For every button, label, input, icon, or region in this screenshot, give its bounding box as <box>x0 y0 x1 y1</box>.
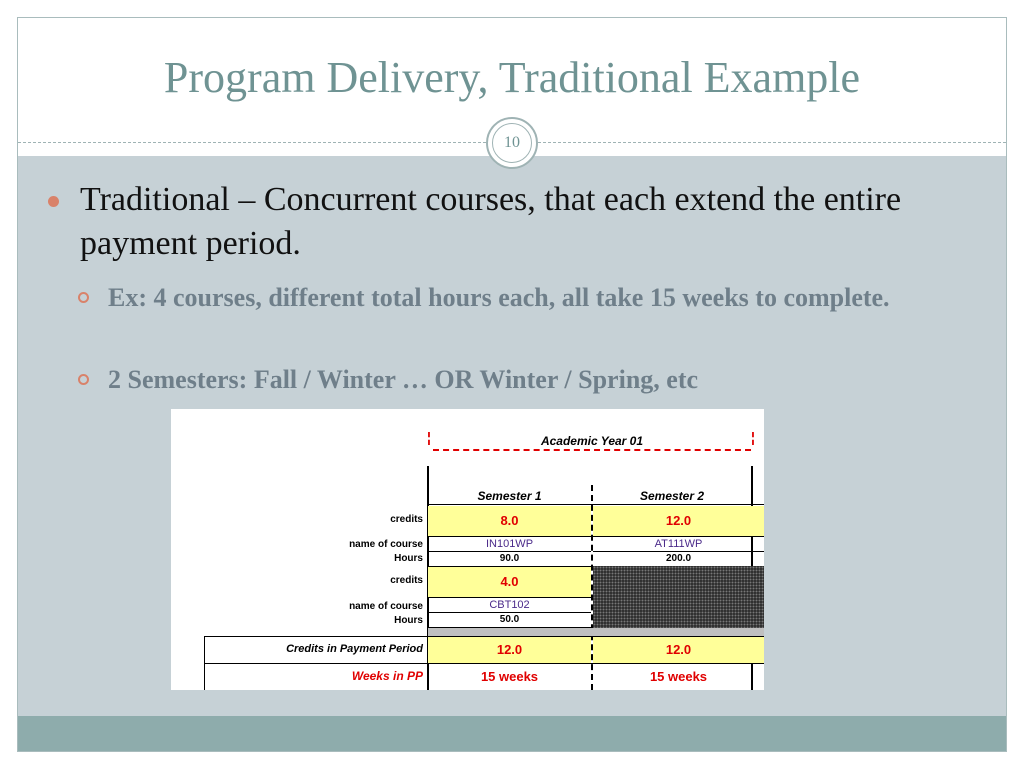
row-label-credits: credits <box>390 514 423 525</box>
credits-in-pp-sem1: 12.0 <box>428 637 591 663</box>
sub-bullet-ring-icon <box>78 374 89 385</box>
bullet-dot-icon <box>48 196 59 207</box>
sub-bullet-2-text: 2 Semesters: Fall / Winter … OR Winter / Spring, etc <box>108 365 699 394</box>
credits-sem2: 12.0 <box>593 506 764 536</box>
header-underline <box>428 504 764 505</box>
weeks-in-pp-sem1: 15 weeks <box>480 669 539 684</box>
column-header-semester-2: Semester 2 <box>639 489 705 503</box>
year-dash-line <box>433 449 751 451</box>
year-end-marker: ¦ <box>751 429 755 445</box>
bullet-main-text: Traditional – Concurrent courses, that each extend the entire payment period. <box>80 181 902 262</box>
column-header-semester-1: Semester 1 <box>477 489 542 503</box>
course-name-sem1-course2: CBT102 <box>428 597 591 612</box>
schedule-table <box>171 409 764 690</box>
weeks-in-pp-sem2: 15 weeks <box>649 669 708 684</box>
sub-bullet-1-text: Ex: 4 courses, different total hours each, all take 15 weeks to complete. <box>108 283 890 312</box>
row-label-course-name: name of course <box>349 539 423 550</box>
row-label-hours: Hours <box>394 553 423 564</box>
footer-bar <box>18 716 1006 751</box>
page-number: 10 <box>492 123 532 163</box>
gray-separator <box>428 628 764 636</box>
summary-row-divider <box>204 663 764 664</box>
row-label-hours: Hours <box>394 615 423 626</box>
credits-sem1-course2: 4.0 <box>428 567 591 597</box>
sub-bullet-ring-icon <box>78 292 89 303</box>
row-label-credits: credits <box>390 575 423 586</box>
credits-sem1: 8.0 <box>428 506 591 536</box>
course-name-sem2: AT111WP <box>593 536 764 551</box>
hours-sem1: 90.0 <box>428 551 591 567</box>
course-name-sem1: IN101WP <box>428 536 591 551</box>
academic-year-label: Academic Year 01 <box>540 434 644 448</box>
year-start-marker: ¦ <box>427 429 431 445</box>
credits-in-pp-sem2: 12.0 <box>593 637 764 663</box>
slide-title: Program Delivery, Traditional Example <box>163 53 861 102</box>
page-number-badge <box>486 117 538 169</box>
hours-sem2: 200.0 <box>593 551 764 567</box>
row-label-weeks-in-pp: Weeks in PP <box>351 669 423 683</box>
hours-sem1-course2: 50.0 <box>428 612 591 628</box>
hatched-empty-cell <box>593 566 764 628</box>
row-label-course-name: name of course <box>349 601 423 612</box>
row-label-credits-in-pp: Credits in Payment Period <box>286 643 423 655</box>
